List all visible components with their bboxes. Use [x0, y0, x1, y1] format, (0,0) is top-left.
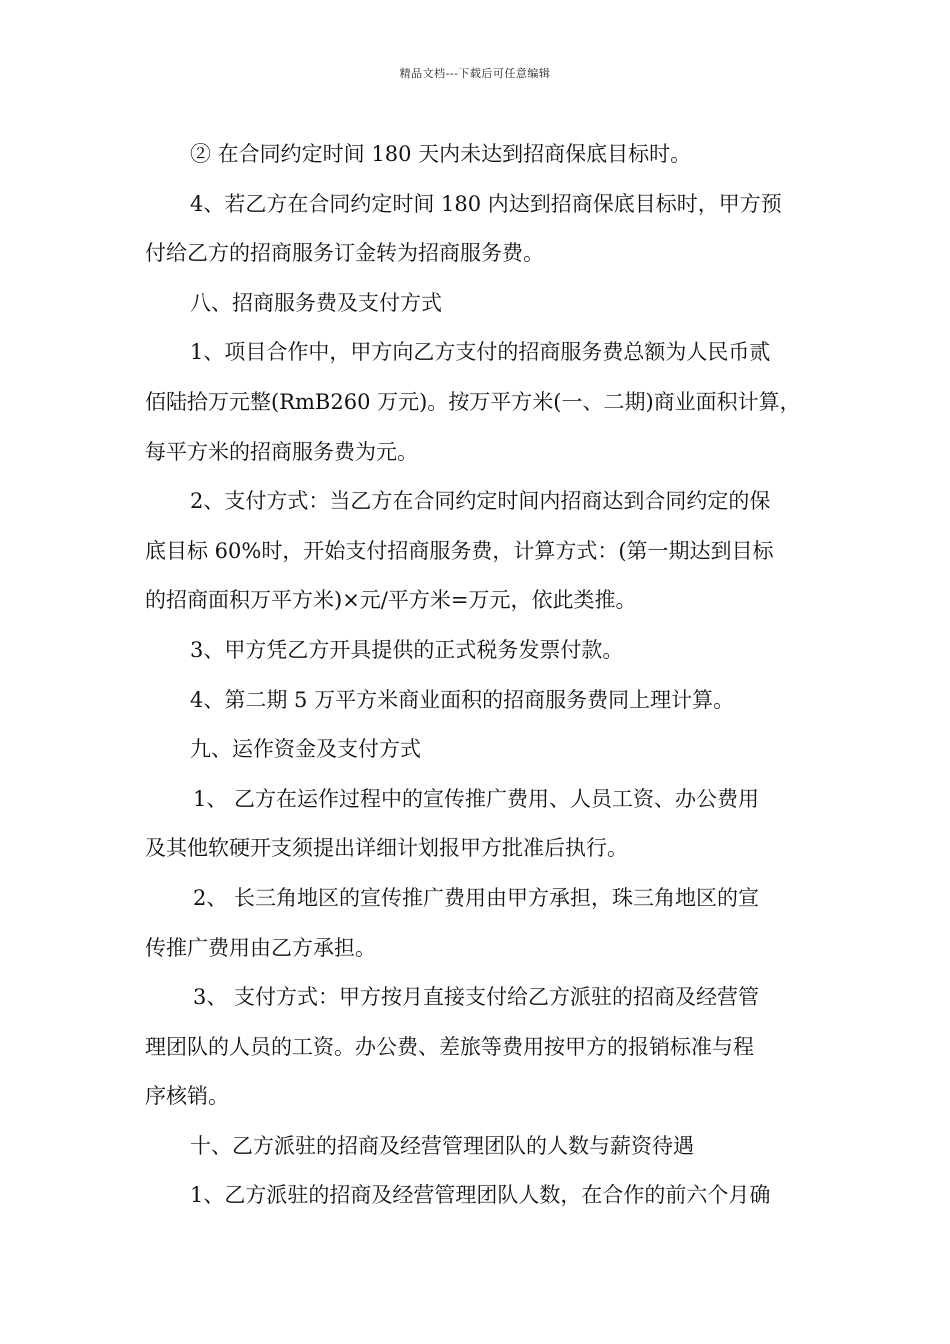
text-line: 2、 长三角地区的宣传推广费用由甲方承担，珠三角地区的宣: [193, 885, 760, 910]
paragraph-operating-costs: [145, 775, 810, 874]
text-line: 3、 支付方式：甲方按月直接支付给乙方派驻的招商及经营管: [193, 985, 760, 1010]
text-line: 九、运作资金及支付方式: [190, 737, 421, 762]
text-line: 及其他软硬开支须提出详细计划报甲方批准后执行。: [145, 836, 628, 861]
paragraph-item-4: [145, 180, 810, 279]
paragraph-invoice: [145, 626, 810, 676]
page-header: 精品文档---下载后可任意编辑: [399, 67, 551, 80]
text-line: 1、 乙方在运作过程中的宣传推广费用、人员工资、办公费用: [193, 786, 760, 811]
text-line: 十、乙方派驻的招商及经营管理团队的人数与薪资待遇: [190, 1133, 694, 1158]
paragraph-service-fee-total: [145, 328, 810, 477]
text-line: 序核销。: [145, 1084, 229, 1109]
text-line: 传推广费用由乙方承担。: [145, 935, 376, 960]
paragraph-promotion-costs: [145, 874, 810, 973]
text-line: 每平方米的招商服务费为元。: [145, 439, 418, 464]
paragraph-payment-method: [145, 477, 810, 626]
paragraph-phase-two: [145, 676, 810, 726]
section-heading-10: [145, 1122, 810, 1172]
text-line: ② 在合同约定时间 180 天内未达到招商保底目标时。: [190, 142, 692, 166]
text-line: 底目标 60%时，开始支付招商服务费，计算方式：(第一期达到目标: [145, 538, 774, 563]
text-line: 的招商面积万平方米)×元/平方米=万元，依此类推。: [145, 588, 637, 613]
text-line: 3、甲方凭乙方开具提供的正式税务发票付款。: [190, 637, 624, 662]
text-line: 4、第二期 5 万平方米商业面积的招商服务费同上理计算。: [190, 687, 735, 712]
paragraph-team-size: [145, 1171, 810, 1221]
paragraph-clause-2: [145, 130, 810, 180]
section-heading-9: [145, 725, 810, 775]
text-line: 2、支付方式：当乙方在合同约定时间内招商达到合同约定的保: [190, 489, 771, 514]
text-line: 佰陆拾万元整(RmB260 万元)。按万平方米(一、二期)商业面积计算，: [145, 389, 801, 414]
text-line: 付给乙方的招商服务订金转为招商服务费。: [145, 241, 544, 266]
text-line: 八、招商服务费及支付方式: [190, 290, 442, 315]
paragraph-salary-payment: [145, 973, 810, 1122]
text-line: 4、若乙方在合同约定时间 180 内达到招商保底目标时，甲方预: [190, 191, 782, 216]
text-line: 1、乙方派驻的招商及经营管理团队人数，在合作的前六个月确: [190, 1183, 771, 1208]
section-heading-8: [145, 279, 810, 329]
text-line: 理团队的人员的工资。办公费、差旅等费用按甲方的报销标准与程: [145, 1034, 754, 1059]
text-line: 1、项目合作中，甲方向乙方支付的招商服务费总额为人民币贰: [190, 340, 771, 365]
document-body: [145, 130, 810, 1221]
